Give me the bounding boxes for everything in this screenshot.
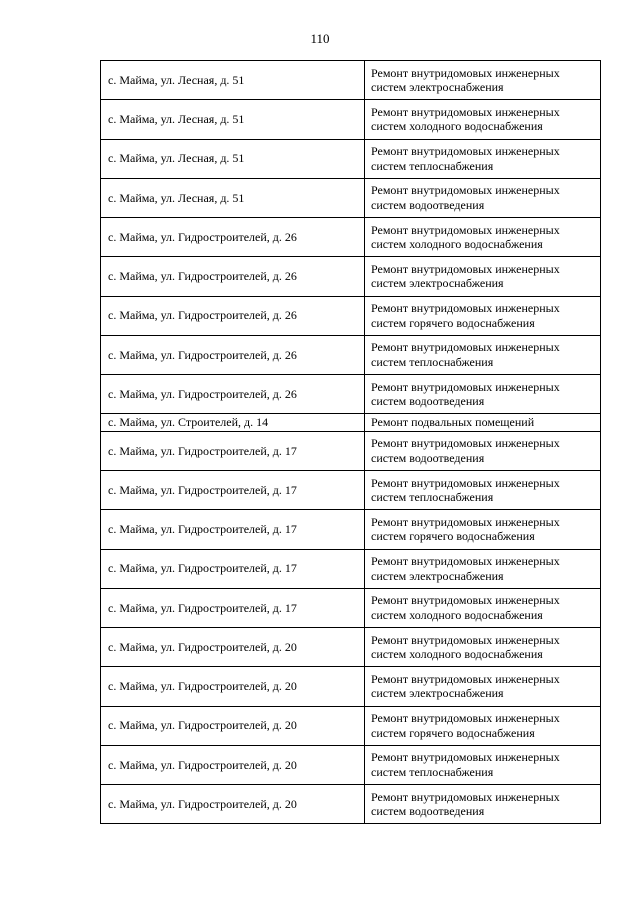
address-cell: с. Майма, ул. Гидростроителей, д. 17 [101, 549, 365, 588]
work-type-cell: Ремонт внутридомовых инженерных систем холодного водоснабжения [365, 100, 601, 139]
address-cell: с. Майма, ул. Гидростроителей, д. 20 [101, 667, 365, 706]
table-row [101, 375, 601, 414]
work-type-cell: Ремонт внутридомовых инженерных систем водоотведения [365, 431, 601, 470]
work-type-cell: Ремонт внутридомовых инженерных систем холодного водоснабжения [365, 588, 601, 627]
work-type-cell: Ремонт внутридомовых инженерных систем холодного водоснабжения [365, 628, 601, 667]
table-row [101, 257, 601, 296]
work-type-cell: Ремонт внутридомовых инженерных систем горячего водоснабжения [365, 706, 601, 745]
address-cell: с. Майма, ул. Гидростроителей, д. 20 [101, 785, 365, 824]
page-number: 110 [310, 31, 330, 46]
table-row [101, 785, 601, 824]
table-row [101, 471, 601, 510]
work-type-cell: Ремонт внутридомовых инженерных систем теплоснабжения [365, 335, 601, 374]
address-cell: с. Майма, ул. Гидростроителей, д. 26 [101, 296, 365, 335]
table-row [101, 510, 601, 549]
work-type-cell: Ремонт внутридомовых инженерных систем водоотведения [365, 785, 601, 824]
address-cell: с. Майма, ул. Гидростроителей, д. 20 [101, 706, 365, 745]
table-row [101, 178, 601, 217]
works-table [100, 60, 601, 824]
table-row [101, 745, 601, 784]
work-type-cell: Ремонт внутридомовых инженерных систем холодного водоснабжения [365, 218, 601, 257]
work-type-cell: Ремонт внутридомовых инженерных систем горячего водоснабжения [365, 296, 601, 335]
table-row [101, 667, 601, 706]
work-type-cell: Ремонт внутридомовых инженерных систем горячего водоснабжения [365, 510, 601, 549]
address-cell: с. Майма, ул. Гидростроителей, д. 20 [101, 628, 365, 667]
address-cell: с. Майма, ул. Гидростроителей, д. 26 [101, 375, 365, 414]
address-cell: с. Майма, ул. Лесная, д. 51 [101, 178, 365, 217]
work-type-cell: Ремонт внутридомовых инженерных систем теплоснабжения [365, 745, 601, 784]
address-cell: с. Майма, ул. Лесная, д. 51 [101, 61, 365, 100]
table-row [101, 549, 601, 588]
work-type-cell: Ремонт внутридомовых инженерных систем теплоснабжения [365, 471, 601, 510]
address-cell: с. Майма, ул. Гидростроителей, д. 17 [101, 431, 365, 470]
table-row [101, 335, 601, 374]
table-row [101, 588, 601, 627]
work-type-cell: Ремонт подвальных помещений [365, 414, 601, 432]
work-type-cell: Ремонт внутридомовых инженерных систем водоотведения [365, 375, 601, 414]
address-cell: с. Майма, ул. Лесная, д. 51 [101, 100, 365, 139]
table-row [101, 414, 601, 432]
table-row [101, 61, 601, 100]
work-type-cell: Ремонт внутридомовых инженерных систем теплоснабжения [365, 139, 601, 178]
address-cell: с. Майма, ул. Гидростроителей, д. 26 [101, 257, 365, 296]
work-type-cell: Ремонт внутридомовых инженерных систем электроснабжения [365, 257, 601, 296]
address-cell: с. Майма, ул. Гидростроителей, д. 20 [101, 745, 365, 784]
address-cell: с. Майма, ул. Гидростроителей, д. 26 [101, 335, 365, 374]
table-row [101, 218, 601, 257]
work-type-cell: Ремонт внутридомовых инженерных систем электроснабжения [365, 61, 601, 100]
table-row [101, 431, 601, 470]
address-cell: с. Майма, ул. Гидростроителей, д. 17 [101, 510, 365, 549]
table-row [101, 706, 601, 745]
work-type-cell: Ремонт внутридомовых инженерных систем электроснабжения [365, 667, 601, 706]
work-type-cell: Ремонт внутридомовых инженерных систем водоотведения [365, 178, 601, 217]
table-row [101, 139, 601, 178]
table-row [101, 296, 601, 335]
address-cell: с. Майма, ул. Гидростроителей, д. 26 [101, 218, 365, 257]
address-cell: с. Майма, ул. Гидростроителей, д. 17 [101, 588, 365, 627]
address-cell: с. Майма, ул. Строителей, д. 14 [101, 414, 365, 432]
table-row [101, 628, 601, 667]
table-row [101, 100, 601, 139]
address-cell: с. Майма, ул. Гидростроителей, д. 17 [101, 471, 365, 510]
address-cell: с. Майма, ул. Лесная, д. 51 [101, 139, 365, 178]
work-type-cell: Ремонт внутридомовых инженерных систем электроснабжения [365, 549, 601, 588]
